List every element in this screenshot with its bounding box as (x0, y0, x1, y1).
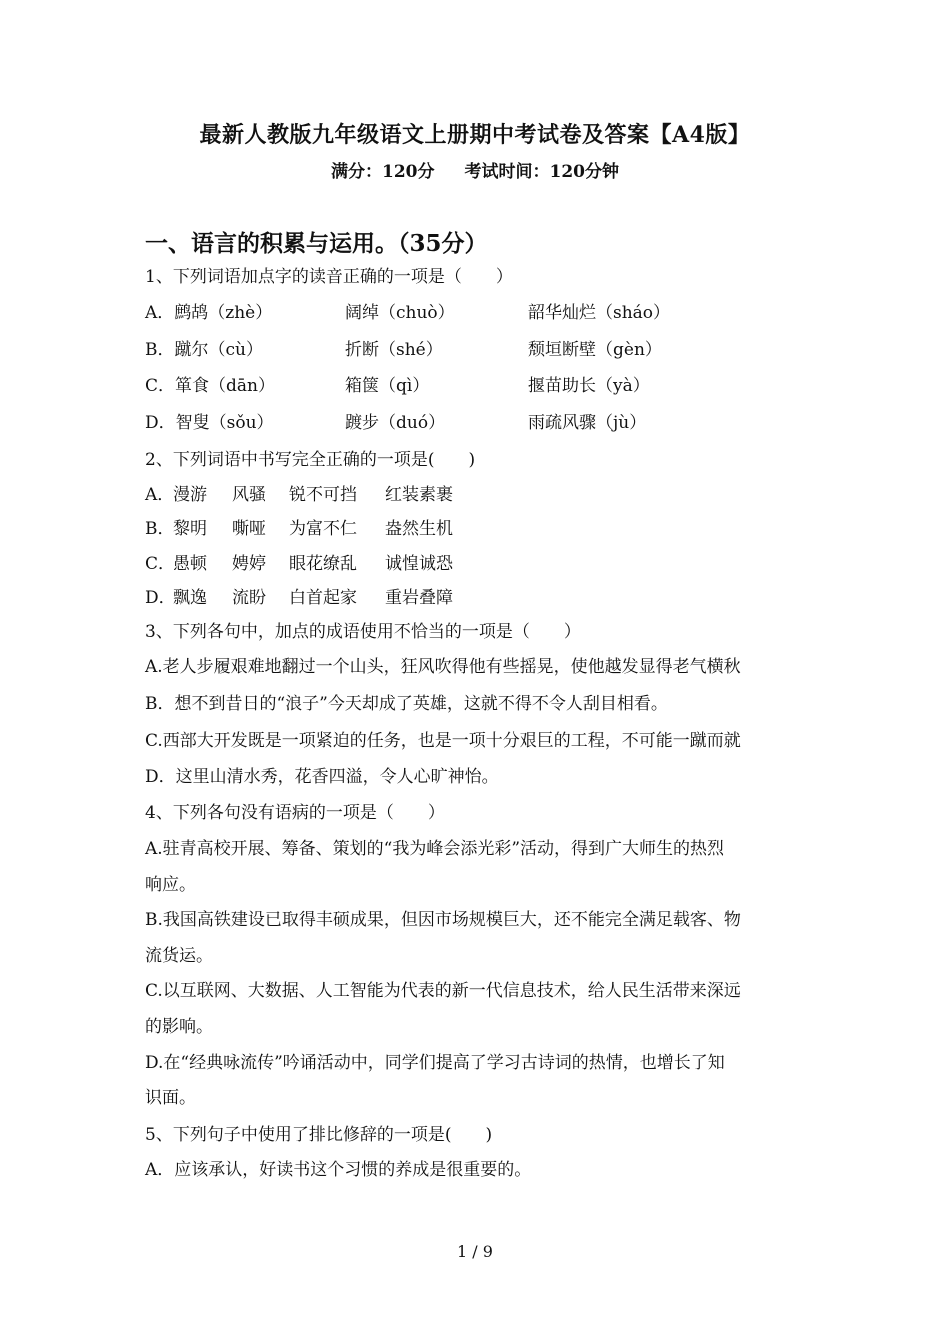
option-word: 流盼 (232, 588, 266, 608)
option-word: 嘶哑 (232, 519, 266, 539)
question-4-option-d-cont: 识面。 (145, 1088, 196, 1108)
option-word: 娉婷 (232, 554, 266, 574)
question-4-option-a: A.驻青高校开展、筹备、策划的“我为峰会添光彩”活动，得到广大师生的热烈 (145, 839, 725, 859)
option-cell: A．鹧鸪（zhè） (145, 303, 273, 323)
option-letter: A． (145, 485, 175, 505)
option-word: 飘逸 (173, 588, 207, 608)
question-3-option-c: C.西部大开发既是一项紧迫的任务，也是一项十分艰巨的工程，不可能一蹴而就 (145, 731, 741, 751)
option-word: 愚顿 (173, 554, 207, 574)
option-cell: C．箪食（dān） (145, 376, 275, 396)
question-3-option-d: D．这里山清水秀，花香四溢，令人心旷神怡。 (145, 767, 499, 787)
option-letter: D． (145, 588, 176, 608)
option-word: 黎明 (173, 519, 207, 539)
option-cell: 踱步（duó） (345, 413, 446, 433)
question-4-option-b: B.我国高铁建设已取得丰硕成果，但因市场规模巨大，还不能完全满足载客、物 (145, 910, 741, 930)
question-2-stem: 2、下列词语中书写完全正确的一项是( ) (145, 450, 476, 470)
option-cell: D．智叟（sǒu） (145, 413, 274, 433)
question-5-option-a: A．应该承认，好读书这个习惯的养成是很重要的。 (145, 1160, 532, 1180)
option-cell: 雨疏风骤（jù） (528, 413, 647, 433)
question-4-option-c-cont: 的影响。 (145, 1017, 213, 1037)
exam-time: 考试时间：120分钟 (464, 162, 619, 182)
question-3-option-a: A.老人步履艰难地翻过一个山头，狂风吹得他有些摇晃，使他越发显得老气横秋 (145, 657, 741, 677)
question-4-option-a-cont: 响应。 (145, 875, 196, 895)
option-letter: B． (145, 519, 175, 539)
exam-info (0, 157, 950, 182)
option-cell: 阔绰（chuò） (345, 303, 455, 323)
question-3-option-b: B．想不到昔日的“浪子”今天却成了英雄，这就不得不令人刮目相看。 (145, 694, 668, 714)
option-cell: 揠苗助长（yà） (528, 376, 650, 396)
page-number: 1 / 9 (457, 1242, 493, 1261)
option-cell: 箱箧（qì） (345, 376, 430, 396)
question-4-option-d: D.在“经典咏流传”吟诵活动中，同学们提高了学习古诗词的热情，也增长了知 (145, 1053, 725, 1073)
option-word: 风骚 (232, 485, 266, 505)
question-4-option-b-cont: 流货运。 (145, 946, 213, 966)
section-heading: 一、语言的积累与运用。（35分） (145, 230, 488, 257)
option-word: 为富不仁 (289, 519, 357, 539)
option-word: 眼花缭乱 (289, 554, 357, 574)
question-4-option-c: C.以互联网、大数据、人工智能为代表的新一代信息技术，给人民生活带来深远 (145, 981, 741, 1001)
option-cell: 折断（shé） (345, 340, 443, 360)
option-word: 锐不可挡 (289, 485, 357, 505)
question-4-stem: 4、下列各句没有语病的一项是（ ） (145, 803, 445, 823)
full-score: 满分：120分 (331, 162, 435, 182)
option-letter: C． (145, 554, 176, 574)
option-word: 诚惶诚恐 (385, 554, 453, 574)
option-cell: 颓垣断壁（gèn） (528, 340, 662, 360)
option-word: 白首起家 (289, 588, 357, 608)
exam-title: 最新人教版九年级语文上册期中考试卷及答案【A4版】 (199, 122, 751, 148)
question-3-stem: 3、下列各句中，加点的成语使用不恰当的一项是（ ） (145, 622, 581, 642)
option-word: 漫游 (173, 485, 207, 505)
option-word: 盎然生机 (385, 519, 453, 539)
question-5-stem: 5、下列句子中使用了排比修辞的一项是( ) (145, 1125, 493, 1145)
option-cell: 韶华灿烂（sháo） (528, 303, 671, 323)
option-word: 红装素裹 (385, 485, 453, 505)
option-cell: B．蹴尔（cù） (145, 340, 263, 360)
question-1-stem: 1、下列词语加点字的读音正确的一项是（ ） (145, 267, 513, 287)
option-word: 重岩叠障 (385, 588, 453, 608)
